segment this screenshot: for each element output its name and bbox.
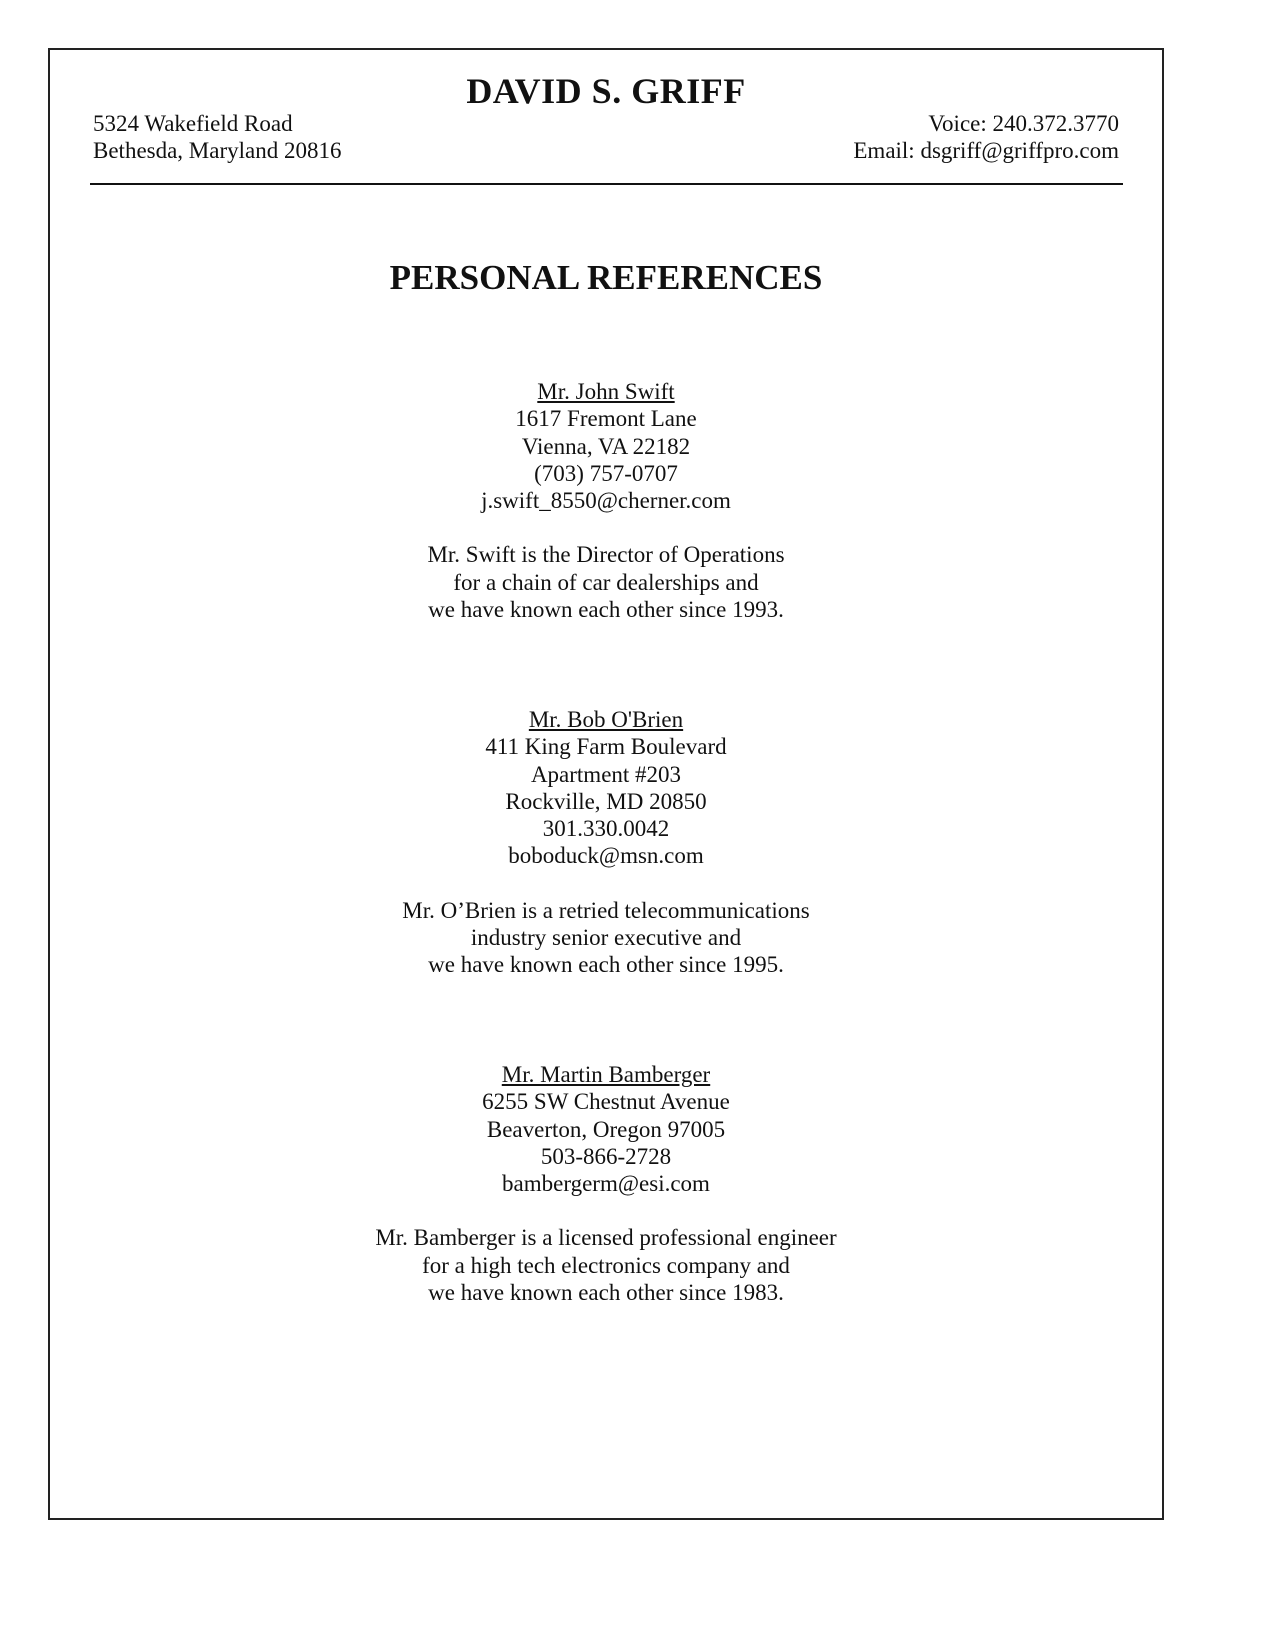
reference-email[interactable]: bambergerm@esi.com [502, 1171, 710, 1197]
reference-description [0, 1224, 1212, 1306]
reference-street: 1617 Fremont Lane [515, 406, 697, 432]
description-line: we have known each other since 1993. [428, 597, 784, 623]
applicant-name: DAVID S. GRIFF [466, 71, 746, 111]
reference-phone: 301.330.0042 [542, 816, 670, 842]
description-line: we have known each other since 1983. [428, 1280, 784, 1306]
reference-street: 6255 SW Chestnut Avenue [482, 1089, 730, 1115]
reference-phone: 503-866-2728 [540, 1143, 672, 1169]
reference-email[interactable]: j.swift_8550@cherner.com [481, 488, 731, 514]
email-address: Email: dsgriff@griffpro.com [853, 138, 1119, 163]
reference-email[interactable]: boboduck@msn.com [508, 843, 704, 869]
reference-city: Vienna, VA 22182 [521, 433, 691, 459]
reference-apartment: Apartment #203 [530, 761, 682, 787]
reference-phone: (703) 757-0707 [534, 460, 678, 486]
description-line: for a chain of car dealerships and [453, 569, 759, 595]
address-line-1: 5324 Wakefield Road [93, 111, 293, 136]
reference-block-bamberger [0, 1061, 1212, 1306]
page-title: PERSONAL REFERENCES [389, 258, 823, 297]
description-line: we have known each other since 1995. [428, 952, 784, 978]
description-line: for a high tech electronics company and [422, 1252, 790, 1278]
reference-city: Rockville, MD 20850 [505, 788, 707, 814]
description-line: Mr. Bamberger is a licensed professional engineer [375, 1225, 837, 1251]
reference-street: 411 King Farm Boulevard [485, 734, 727, 760]
voice-number: Voice: 240.372.3770 [928, 111, 1119, 136]
reference-block-obrien [0, 706, 1212, 979]
reference-description [0, 897, 1212, 979]
description-line: industry senior executive and [470, 925, 742, 951]
reference-city: Beaverton, Oregon 97005 [486, 1116, 726, 1142]
reference-block-swift [0, 378, 1212, 623]
applicant-contact [853, 110, 1119, 164]
reference-name: Mr. Bob O'Brien [528, 707, 684, 732]
applicant-address [93, 110, 341, 164]
description-line: Mr. O’Brien is a retried telecommunications [402, 897, 810, 923]
address-line-2: Bethesda, Maryland 20816 [93, 138, 342, 163]
reference-name: Mr. John Swift [537, 379, 675, 404]
reference-description [0, 541, 1212, 623]
description-line: Mr. Swift is the Director of Operations [427, 542, 785, 568]
reference-name: Mr. Martin Bamberger [501, 1062, 711, 1087]
header-divider [90, 183, 1123, 185]
